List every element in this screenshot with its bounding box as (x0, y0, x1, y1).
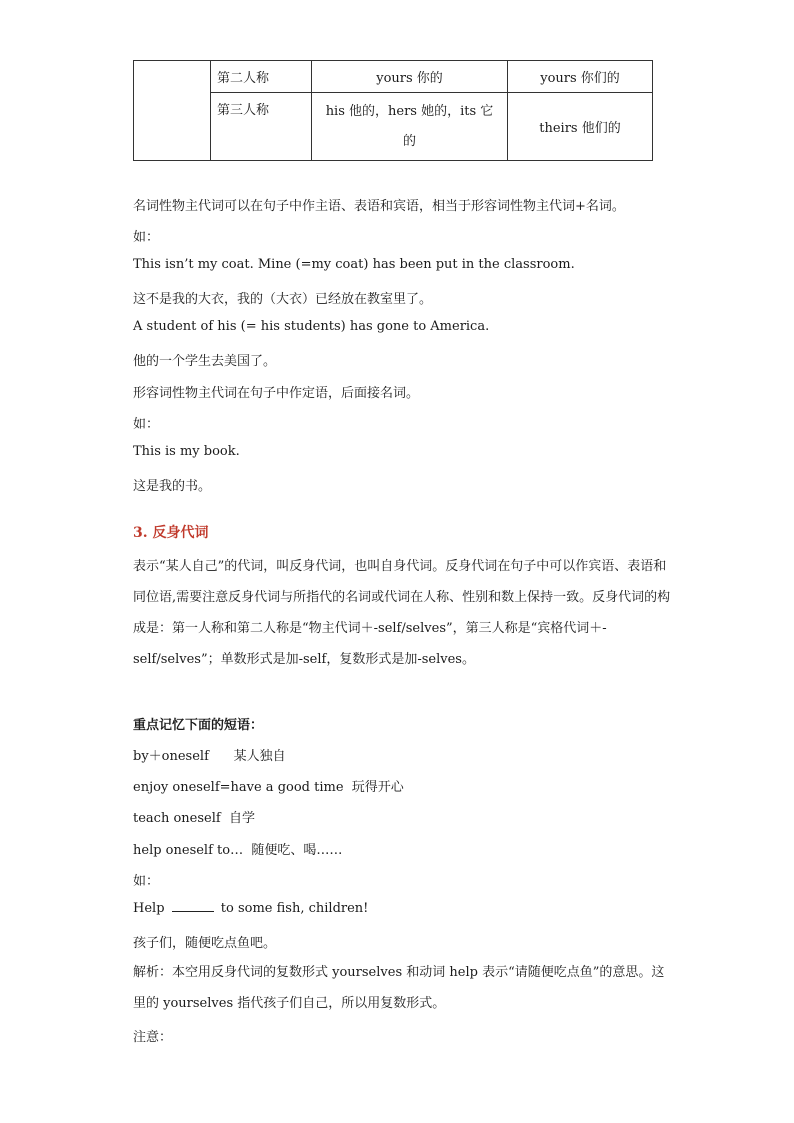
table-row (134, 61, 653, 93)
example-sentence: This isn’t my coat. Mine (=my coat) has been put in the classroom. (133, 257, 575, 272)
section-heading: 3. 反身代词 (133, 525, 209, 541)
exercise-sentence (133, 901, 368, 916)
paragraph-line: 如： (133, 417, 160, 432)
paragraph-line: 形容词性物主代词在句子中作定语，后面接名词。 (133, 386, 420, 401)
table-cell-person: 第二人称 (211, 61, 312, 93)
example-translation: 这是我的书。 (133, 479, 212, 494)
example-translation: 这不是我的大衣，我的（大衣）已经放在教室里了。 (133, 292, 433, 307)
table-cell-plural: yours 你们的 (508, 61, 653, 93)
table-cell-person: 第三人称 (211, 93, 312, 161)
paragraph-line: 注意： (133, 1030, 173, 1045)
section-paragraph: 表示“某人自己”的代词，叫反身代词，也叫自身代词。反身代词在句子中可以作宾语、表语和同位语,需要注意反身代词与所指代的名词或代词在人称、性别和数上保持一致。反身代词的构成是：第一人称和第二人称是“物主代词＋-self/selves”，第三人称是“宾格代词＋-self/selves”；单数形式是加-self，复数形式是加-selves。 (133, 559, 671, 667)
table-cell-plural: theirs 他们的 (508, 93, 653, 161)
paragraph-line: 如： (133, 874, 160, 889)
example-sentence: This is my book. (133, 444, 240, 459)
example-translation: 他的一个学生去美国了。 (133, 354, 277, 369)
table-cell-empty (134, 61, 211, 161)
exercise-text-after: to some fish, children! (220, 901, 369, 916)
paragraph-line: 名词性物主代词可以在句子中作主语、表语和宾语，相当于形容词性物主代词+名词。 (133, 199, 625, 214)
phrase-item: enjoy oneself=have a good time 玩得开心 (133, 780, 404, 795)
phrases-heading: 重点记忆下面的短语： (133, 718, 264, 733)
example-translation: 孩子们，随便吃点鱼吧。 (133, 936, 277, 951)
table-row (134, 93, 653, 161)
pronoun-table (133, 60, 653, 161)
phrase-item: by＋oneself 某人独自 (133, 749, 286, 764)
table-cell-singular-text: his 他的，hers 她的，its 它的 (325, 103, 494, 149)
table-cell-singular (312, 93, 508, 161)
phrase-item: help oneself to… 随便吃、喝…… (133, 843, 343, 858)
analysis-paragraph: 解析：本空用反身代词的复数形式 yourselves 和动词 help 表示“请随便吃点鱼”的意思。这里的 yourselves 指代孩子们自己，所以用复数形式。 (133, 965, 665, 1011)
example-sentence: A student of his (= his students) has gone to America. (133, 319, 490, 334)
table-cell-singular: yours 你的 (312, 61, 508, 93)
answer-blank[interactable] (172, 901, 214, 912)
phrase-item: teach oneself 自学 (133, 811, 255, 826)
paragraph-line: 如： (133, 230, 160, 245)
exercise-text-before: Help (133, 901, 165, 916)
